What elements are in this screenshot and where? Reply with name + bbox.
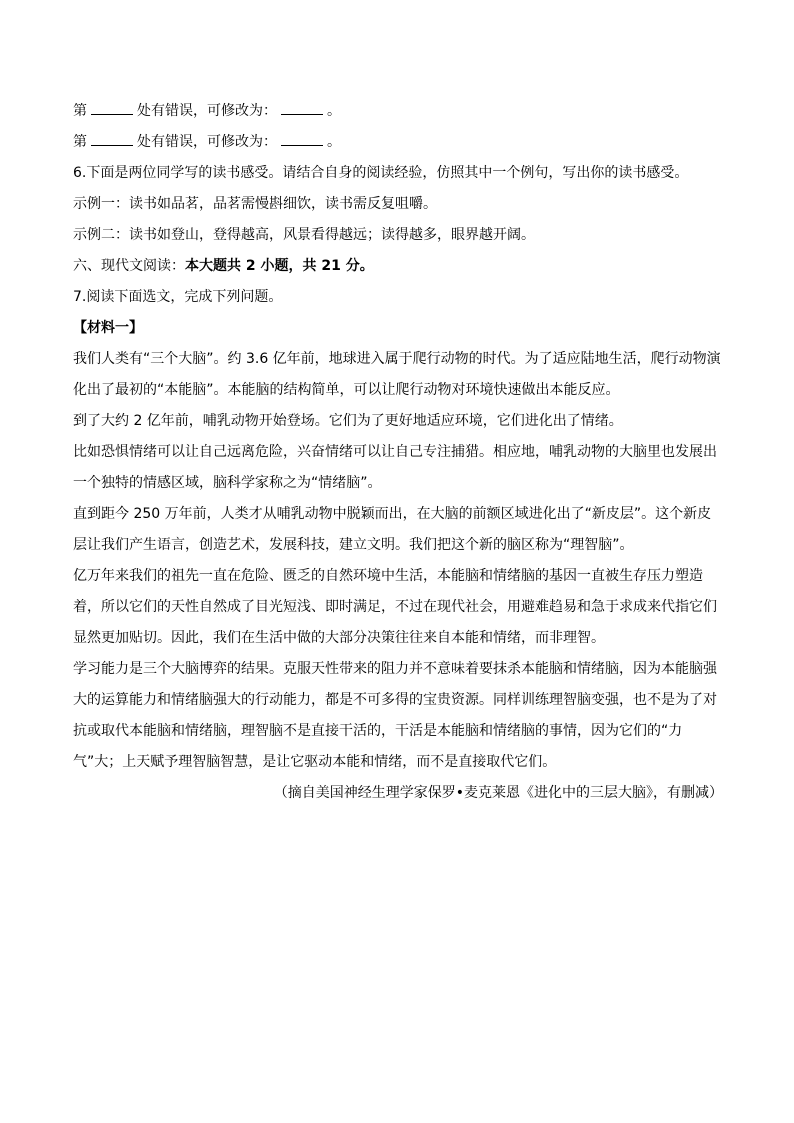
error-correction-line-2 — [73, 127, 723, 158]
answer-blank[interactable] — [91, 100, 133, 115]
passage-source: （摘自美国神经生理学家保罗•麦克莱恩《进化中的三层大脑》，有删减） — [273, 785, 723, 801]
question-6-example-1: 示例一：读书如品茗，品茗需慢斟细饮，读书需反复咀嚼。 — [73, 196, 437, 212]
error-line-suffix: 。 — [327, 134, 341, 150]
error-correction-line-1 — [73, 96, 723, 127]
question-6-example-2: 示例二：读书如登山，登得越高，风景看得越远；读得越多，眼界越开阔。 — [73, 227, 535, 243]
answer-blank[interactable] — [91, 131, 133, 146]
answer-blank[interactable] — [281, 100, 323, 115]
section-6-heading — [73, 251, 723, 282]
error-line-middle: 处有错误，可修改为： — [137, 103, 277, 119]
error-line-prefix: 第 — [73, 103, 87, 119]
material-1-label: 【材料一】 — [73, 320, 143, 336]
section-6-info: 本大题共 2 小题，共 21 分。 — [185, 258, 374, 274]
passage-paragraph-5: 亿万年来我们的祖先一直在危险、匮乏的自然环境中生活，本能脑和情绪脑的基因一直被生存压力塑造着，所以它们的天性自然成了目光短浅、即时满足，不过在现代社会，用避难趋易和急于求成来代指它们显然更加贴切。因此，我们在生活中做的大部分决策往往来自本能和情绪，而非理智。 — [73, 568, 717, 646]
passage-paragraph-2: 到了大约 2 亿年前，哺乳动物开始登场。它们为了更好地适应环境，它们进化出了情绪。 — [73, 413, 623, 429]
answer-blank[interactable] — [281, 131, 323, 146]
question-7-prompt: 7.阅读下面选文，完成下列问题。 — [73, 289, 283, 305]
passage-paragraph-3: 比如恐惧情绪可以让自己远离危险，兴奋情绪可以让自己专注捕猎。相应地，哺乳动物的大脑里也发展出一个独特的情感区域，脑科学家称之为“情绪脑”。 — [73, 444, 717, 491]
passage-paragraph-4: 直到距今 250 万年前，人类才从哺乳动物中脱颖而出，在大脑的前额区域进化出了“新皮层”。这个新皮层让我们产生语言，创造艺术，发展科技，建立文明。我们把这个新的脑区称为“理智脑”。 — [73, 506, 712, 553]
passage-paragraph-6: 学习能力是三个大脑博弈的结果。克服天性带来的阻力并不意味着要抹杀本能脑和情绪脑，因为本能脑强大的运算能力和情绪脑强大的行动能力，都是不可多得的宝贵资源。同样训练理智脑变强，也不是为了对抗或取代本能脑和情绪脑，理智脑不是直接干活的，干活是本能脑和情绪脑的事情，因为它们的“力气”大；上天赋予理智脑智慧，是让它驱动本能和情绪，而不是直接取代它们。 — [73, 661, 717, 770]
document-content — [73, 96, 723, 809]
section-6-title: 六、现代文阅读： — [73, 258, 185, 274]
error-line-middle: 处有错误，可修改为： — [137, 134, 277, 150]
error-line-suffix: 。 — [327, 103, 341, 119]
passage-paragraph-1: 我们人类有“三个大脑”。约 3.6 亿年前，地球进入属于爬行动物的时代。为了适应陆地生活，爬行动物演化出了最初的“本能脑”。本能脑的结构简单，可以让爬行动物对环境快速做出本能反应。 — [73, 351, 721, 398]
error-line-prefix: 第 — [73, 134, 87, 150]
question-6-prompt: 6.下面是两位同学写的读书感受。请结合自身的阅读经验，仿照其中一个例句，写出你的读书感受。 — [73, 165, 689, 181]
